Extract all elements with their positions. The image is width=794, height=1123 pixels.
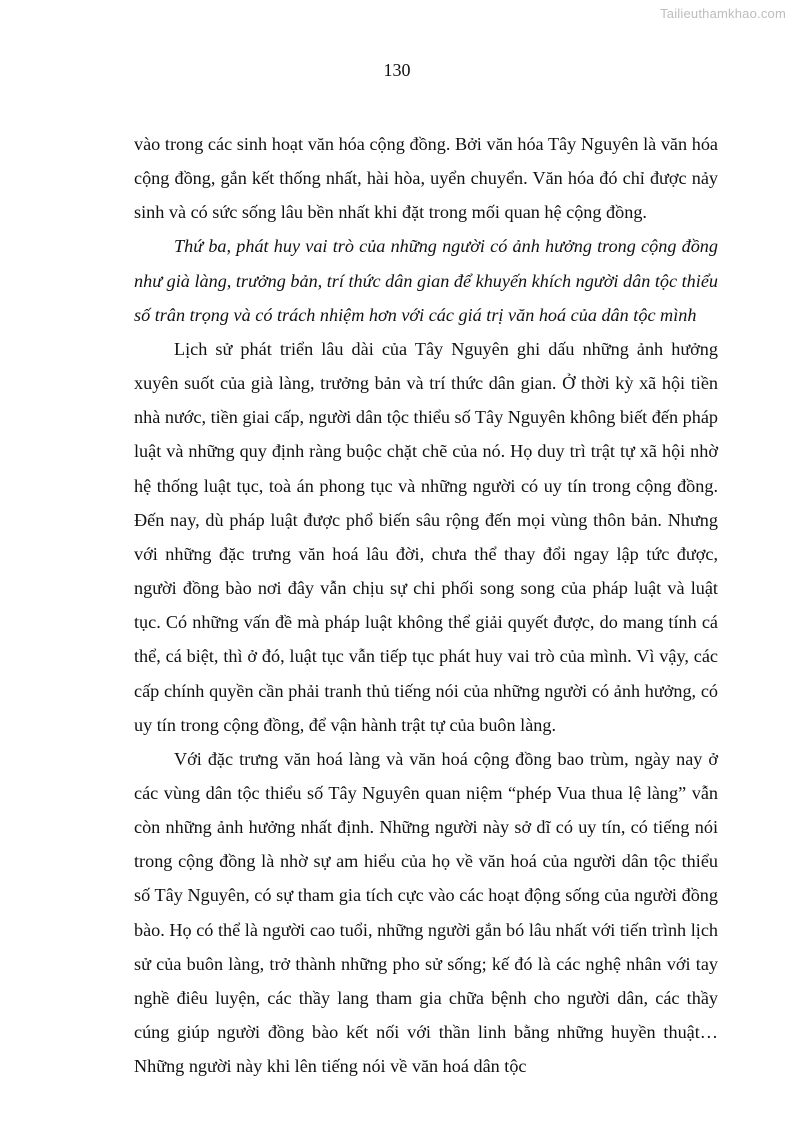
paragraph-continuation: vào trong các sinh hoạt văn hóa cộng đồng. Bởi văn hóa Tây Nguyên là văn hóa cộng đồng, gắn kết thống nhất, hài hòa, uyển chuyển. Văn hóa đó chỉ được nảy sinh và có sức sống lâu bền nhất khi đặt trong mối quan hệ cộng đồng. — [134, 134, 718, 223]
document-body — [134, 127, 718, 1083]
watermark: Tailieuthamkhao.com — [660, 6, 786, 21]
paragraph-history: Lịch sử phát triển lâu dài của Tây Nguyên ghi dấu những ảnh hưởng xuyên suốt của già làng, trưởng bản và trí thức dân gian. Ở thời kỳ xã hội tiền nhà nước, tiền giai cấp, người dân tộc thiểu số Tây Nguyên không biết đến pháp luật và những quy định ràng buộc chặt chẽ của nó. Họ duy trì trật tự xã hội nhờ hệ thống luật tục, toà án phong tục và những người có uy tín trong cộng đồng. Đến nay, dù pháp luật được phổ biến sâu rộng đến mọi vùng thôn bản. Nhưng với những đặc trưng văn hoá lâu đời, chưa thể thay đổi ngay lập tức được, người đồng bào nơi đây vẫn chịu sự chi phối song song của pháp luật và luật tục. Có những vấn đề mà pháp luật không thể giải quyết được, do mang tính cá thể, cá biệt, thì ở đó, luật tục vẫn tiếp tục phát huy vai trò của mình. Vì vậy, các cấp chính quyền cần phải tranh thủ tiếng nói của những người có ảnh hưởng, có uy tín trong cộng đồng, để vận hành trật tự của buôn làng. — [134, 338, 718, 735]
paragraph-heading-third-point: Thứ ba, phát huy vai trò của những người có ảnh hưởng trong cộng đồng như già làng, trưởng bản, trí thức dân gian để khuyến khích người dân tộc thiểu số trân trọng và có trách nhiệm hơn với các giá trị văn hoá của dân tộc mình — [134, 236, 718, 325]
page-number: 130 — [383, 60, 411, 80]
paragraph-village-culture: Với đặc trưng văn hoá làng và văn hoá cộng đồng bao trùm, ngày nay ở các vùng dân tộc thiểu số Tây Nguyên quan niệm “phép Vua thua lệ làng” vẫn còn những ảnh hưởng nhất định. Những người này sở dĩ có uy tín, có tiếng nói trong cộng đồng là nhờ sự am hiểu của họ về văn hoá của người dân tộc thiểu số Tây Nguyên, có sự tham gia tích cực vào các hoạt động sống của người đồng bào. Họ có thể là người cao tuổi, những người gắn bó lâu nhất với tiến trình lịch sử của buôn làng, trở thành những pho sử sống; kế đó là các nghệ nhân với tay nghề điêu luyện, các thầy lang tham gia chữa bệnh cho người dân, các thầy cúng giúp người đồng bào kết nối với thần linh bằng những huyền thuật… Những người này khi lên tiếng nói về văn hoá dân tộc — [134, 748, 718, 1077]
